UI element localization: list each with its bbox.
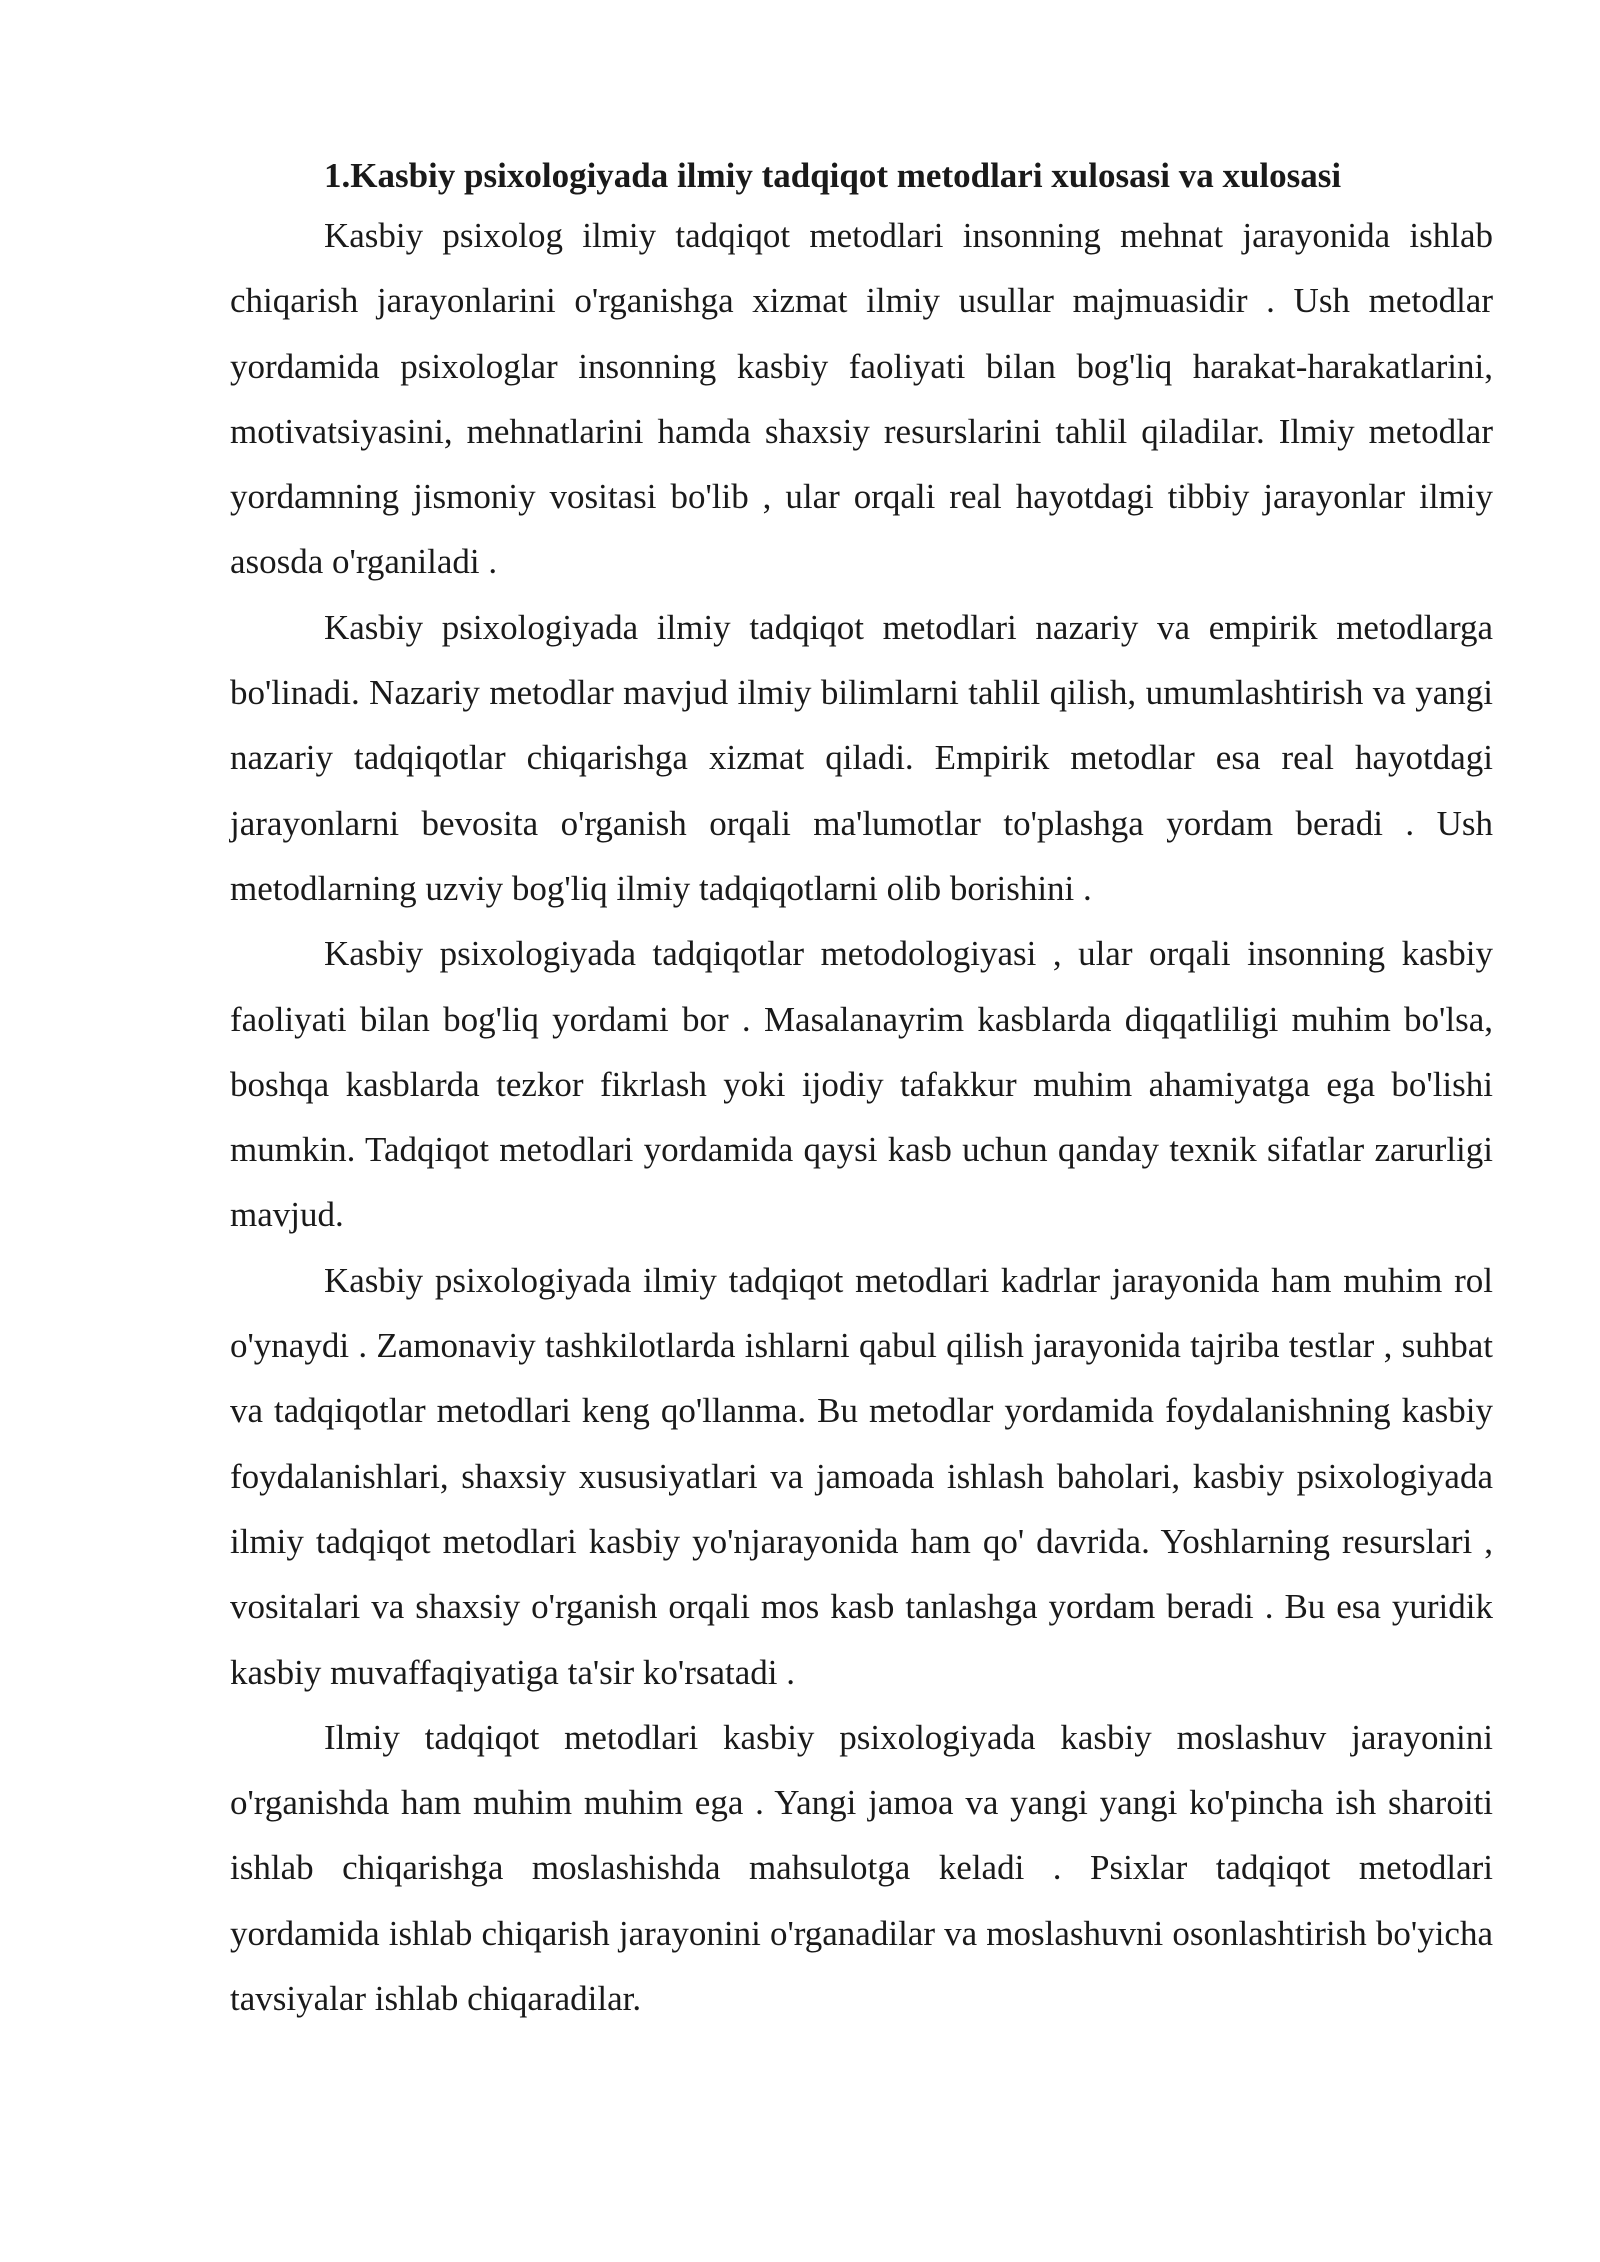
paragraph-1: Kasbiy psixolog ilmiy tadqiqot metodlari insonning mehnat jarayonida ishlab chiqarish jarayonlarini o'rganishga xizmat ilmiy usullar majmuasidir . Ush metodlar yordamida psixologlar insonning kasbiy faoliyati bilan bog'liq harakat-harakatlarini, motivatsiyasini, mehnatlarini hamda shaxsiy resurslarini tahlil qiladilar. Ilmiy metodlar yordamning jismoniy vositasi bo'lib , ular orqali real hayotdagi tibbiy jarayonlar ilmiy asosda o'rganiladi . — [230, 216, 1493, 582]
paragraph-4: Kasbiy psixologiyada ilmiy tadqiqot metodlari kadrlar jarayonida ham muhim rol o'ynaydi . Zamonaviy tashkilotlarda ishlarni qabul qilish jarayonida tajriba testlar , suhbat va tadqiqotlar metodlari keng qo'llanma. Bu metodlar yordamida foydalanishning kasbiy foydalanishlari, shaxsiy xususiyatlari va jamoada ishlash baholari, kasbiy psixologiyada ilmiy tadqiqot metodlari kasbiy yo'njarayonida ham qo' davrida. Yoshlarning resurslari , vositalari va shaxsiy o'rganish orqali mos kasb tanlashga yordam beradi . Bu esa yuridik kasbiy muvaffaqiyatiga ta'sir ko'rsatadi . — [230, 1260, 1493, 1692]
document-title: 1.Kasbiy psixologiyada ilmiy tadqiqot metodlari xulosasi va xulosasi — [324, 156, 1342, 195]
paragraph-5: Ilmiy tadqiqot metodlari kasbiy psixologiyada kasbiy moslashuv jarayonini o'rganishda ham muhim muhim ega . Yangi jamoa va yangi yangi ko'pincha ish sharoiti ishlab chiqarishga moslashishda mahsulotga keladi . Psixlar tadqiqot metodlari yordamida ishlab chiqarish jarayonini o'rganadilar va moslashuvni osonlashtirish bo'yicha tavsiyalar ishlab chiqaradilar. — [230, 1717, 1493, 2019]
document-body — [230, 148, 1493, 2031]
paragraph-3: Kasbiy psixologiyada tadqiqotlar metodologiyasi , ular orqali insonning kasbiy faoliyati bilan bog'liq yordami bor . Masalanayrim kasblarda diqqatliligi muhim bo'lsa, boshqa kasblarda tezkor fikrlash yoki ijodiy tafakkur muhim ahamiyatga ega bo'lishi mumkin. Tadqiqot metodlari yordamida qaysi kasb uchun qanday texnik sifatlar zarurligi mavjud. — [230, 934, 1493, 1235]
paragraph-2: Kasbiy psixologiyada ilmiy tadqiqot metodlari nazariy va empirik metodlarga bo'linadi. Nazariy metodlar mavjud ilmiy bilimlarni tahlil qilish, umumlashtirish va yangi nazariy tadqiqotlar chiqarishga xizmat qiladi. Empirik metodlar esa real hayotdagi jarayonlarni bevosita o'rganish orqali ma'lumotlar to'plashga yordam beradi . Ush metodlarning uzviy bog'liq ilmiy tadqiqotlarni olib borishini . — [230, 607, 1493, 908]
